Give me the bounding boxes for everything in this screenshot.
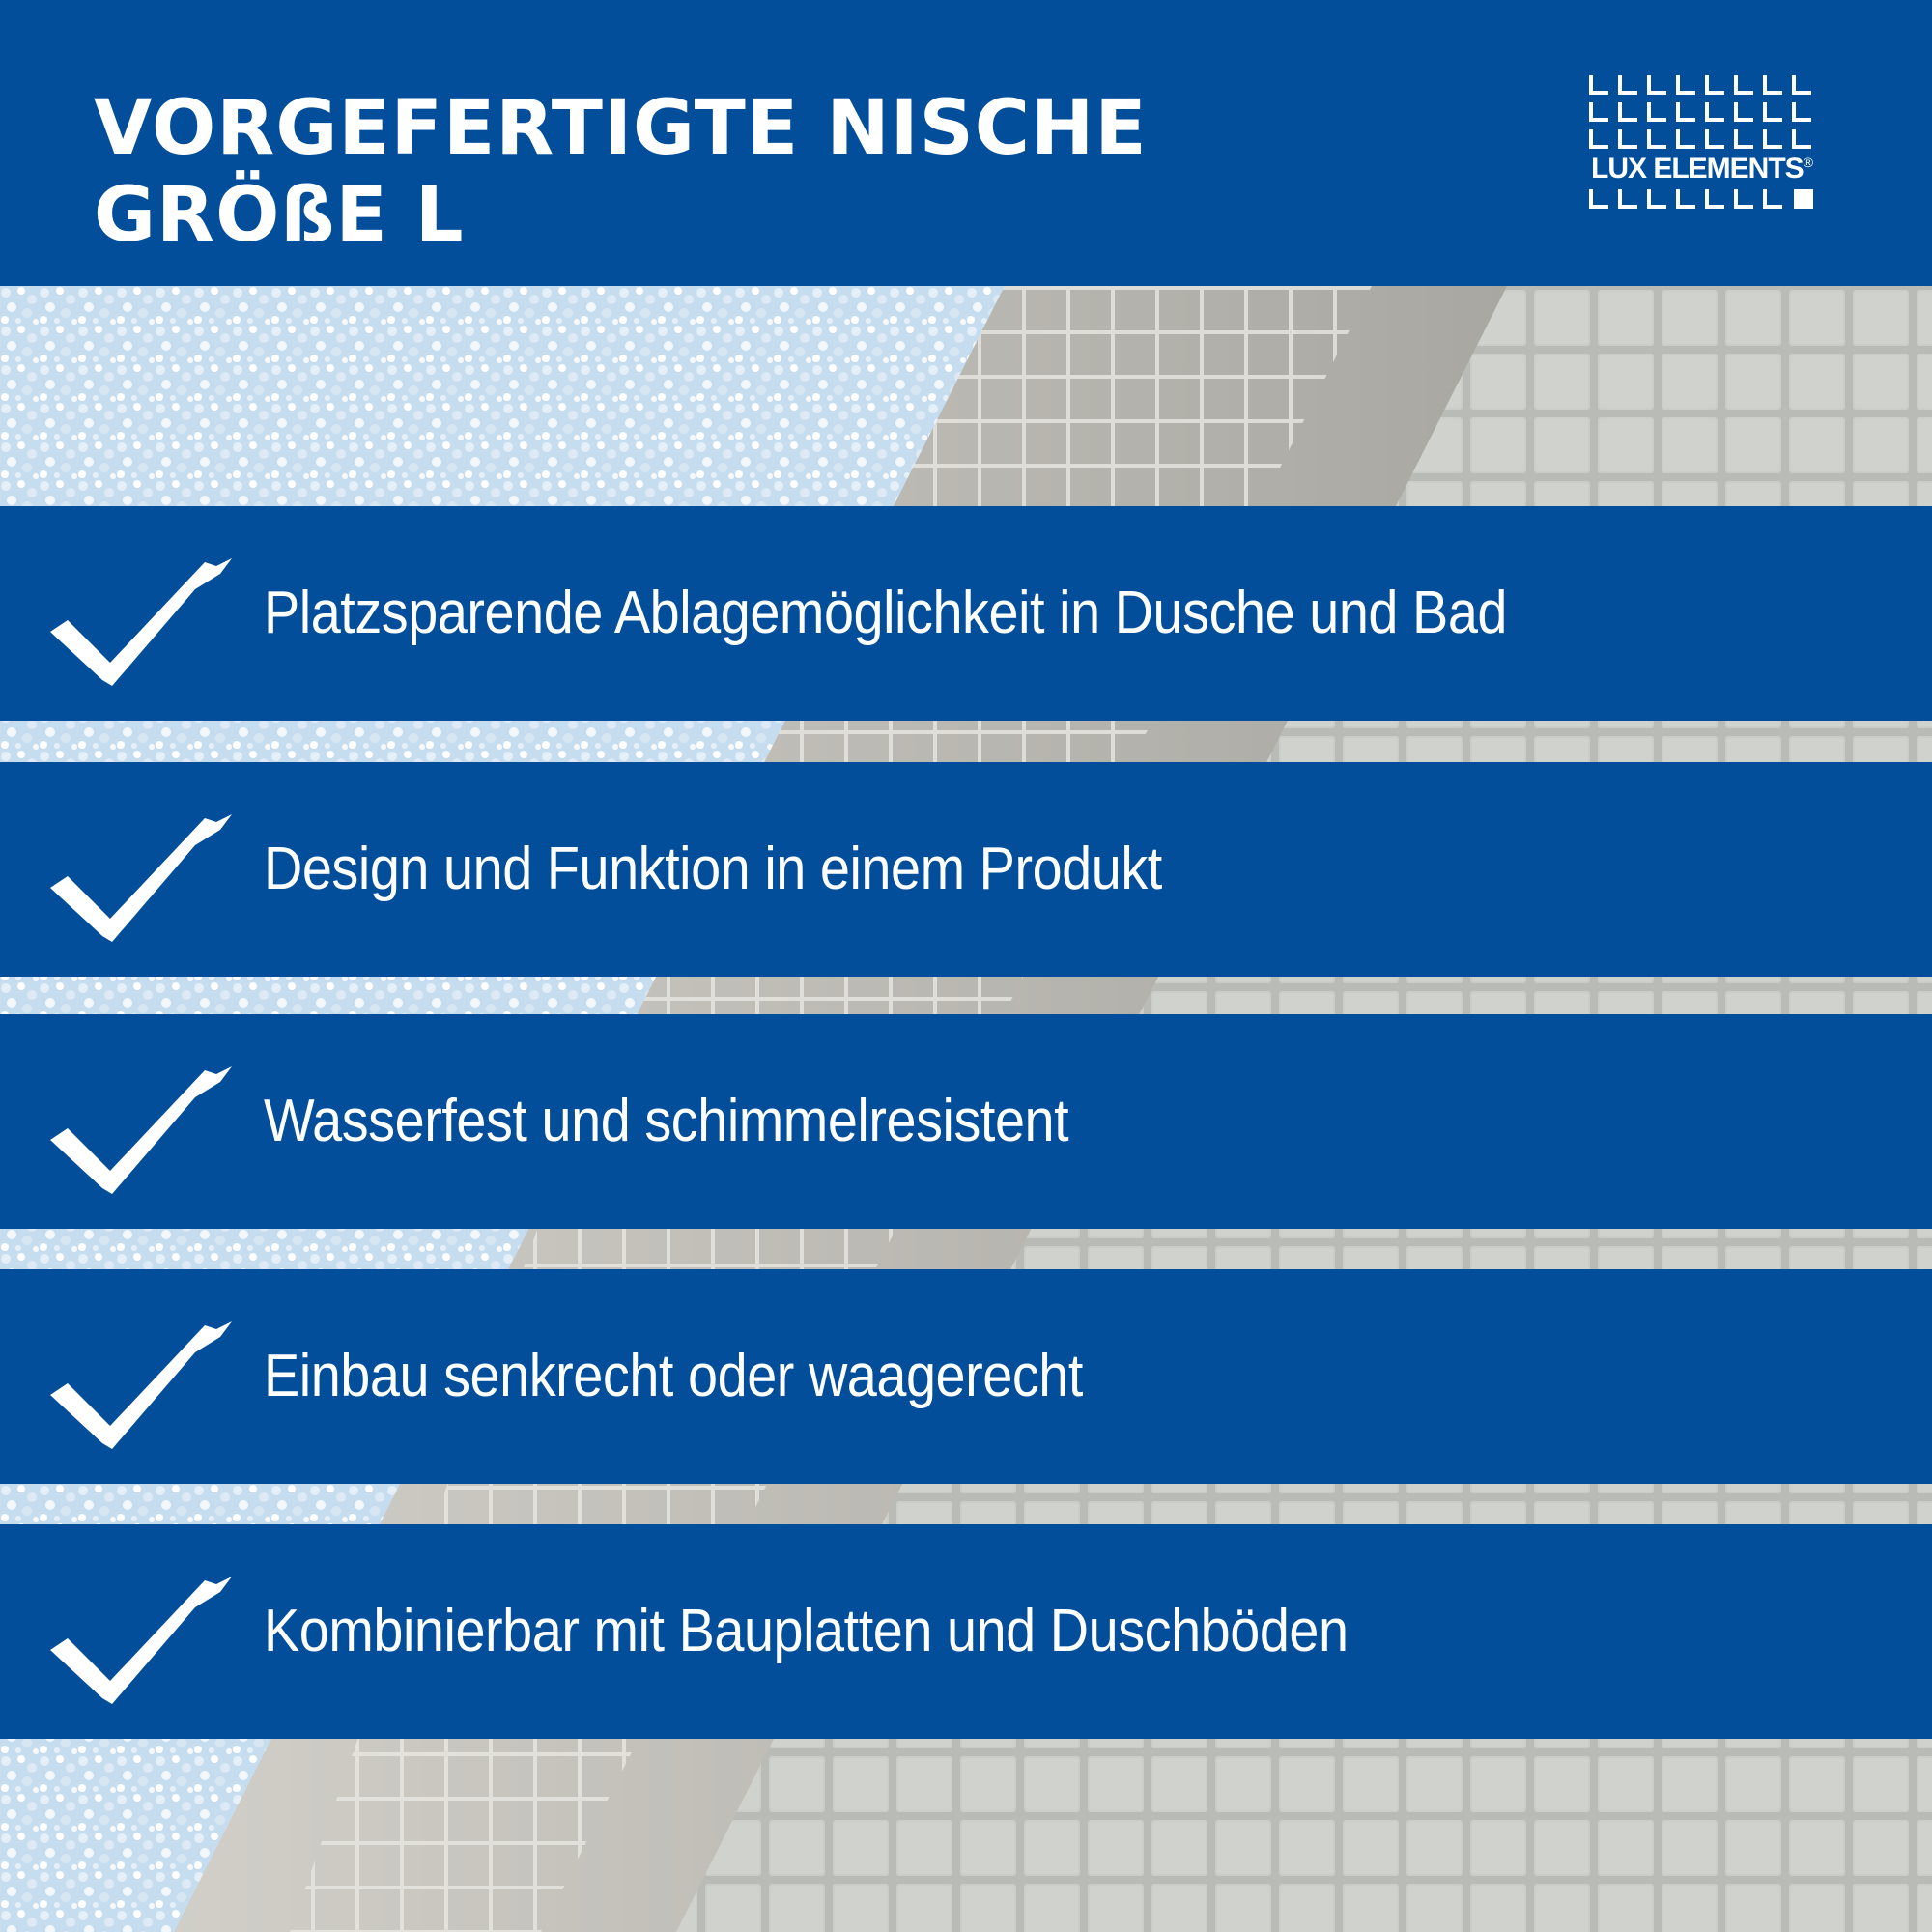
check-icon (50, 1320, 234, 1455)
feature-label: Platzsparende Ablagemöglichkeit in Dusche und Bad (264, 580, 1507, 646)
header-banner (0, 0, 1932, 286)
title-line-1: VORGEFERTIGTE NISCHE (94, 85, 1148, 172)
feature-item (0, 762, 1932, 977)
brand-logo-icon (1589, 75, 1840, 220)
feature-label: Einbau senkrecht oder waagerecht (264, 1343, 1083, 1409)
feature-item (0, 506, 1932, 721)
feature-label: Wasserfest und schimmelresistent (264, 1088, 1069, 1154)
check-icon (50, 812, 234, 948)
page-title (94, 85, 1148, 259)
feature-label: Kombinierbar mit Bauplatten und Duschböden (264, 1598, 1349, 1664)
check-icon (50, 556, 234, 692)
brand-name: LUX ELEMENTS® (1591, 153, 1813, 185)
feature-label: Design und Funktion in einem Produkt (264, 836, 1162, 902)
check-icon (50, 1065, 234, 1200)
feature-item (0, 1524, 1932, 1739)
feature-item (0, 1269, 1932, 1484)
feature-item (0, 1014, 1932, 1229)
check-icon (50, 1575, 234, 1710)
title-line-2: GRÖßE L (94, 172, 465, 259)
